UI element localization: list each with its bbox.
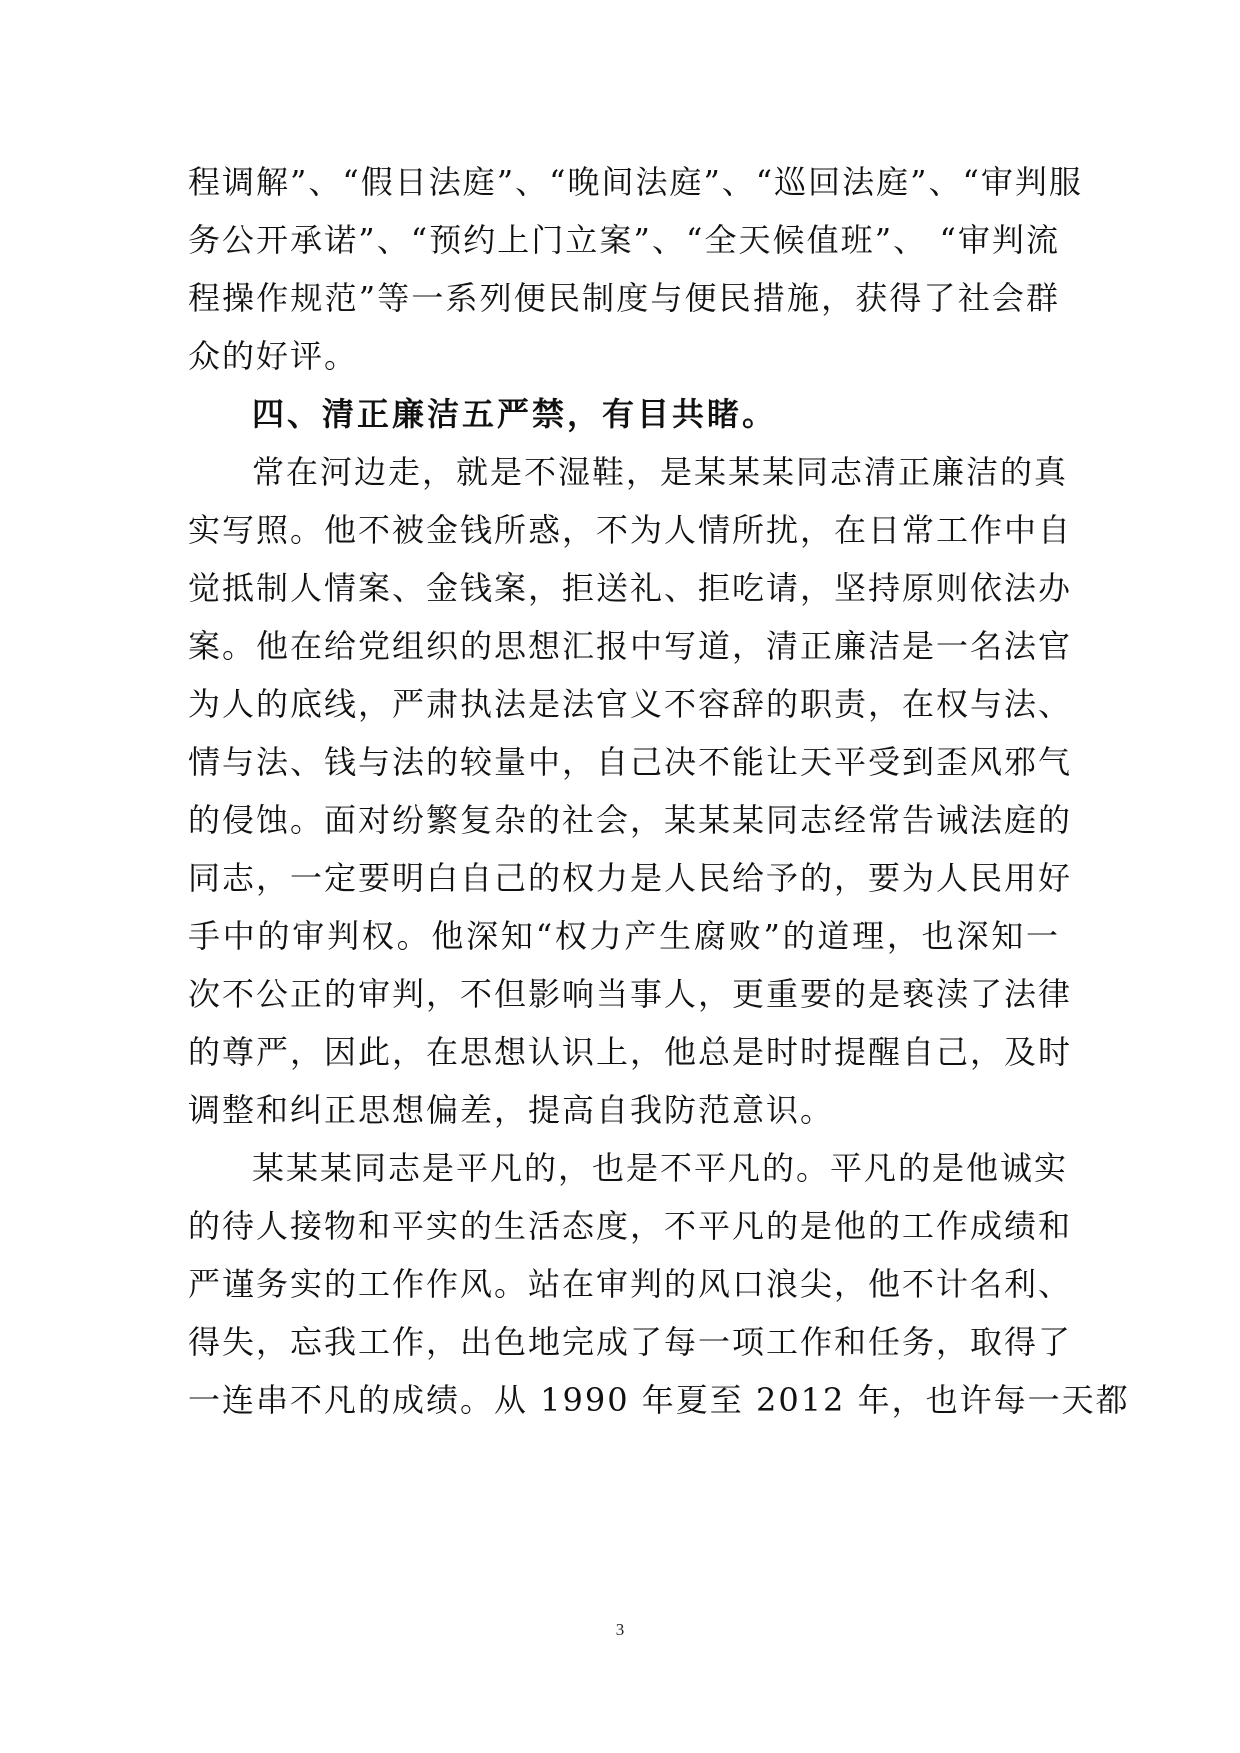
text-line-16: 的尊严，因此，在思想认识上，他总是时时提醒自己，及时 <box>188 1033 1073 1071</box>
text-line-17: 调整和纠正思想偏差，提高自我防范意识。 <box>188 1091 835 1129</box>
text-line-3: 程操作规范”等一系列便民制度与便民措施，获得了社会群 <box>188 279 1060 317</box>
text-line-21: 得失，忘我工作，出色地完成了每一项工作和任务，取得了 <box>188 1323 1073 1361</box>
text-line-1: 程调解”、“假日法庭”、“晚间法庭”、“巡回法庭”、“审判服 <box>188 163 1083 201</box>
text-line-14: 手中的审判权。他深知“权力产生腐败”的道理，也深知一 <box>188 917 1060 955</box>
text-line-10: 为人的底线，严肃执法是法官义不容辞的职责，在权与法、 <box>188 685 1073 723</box>
text-line-20: 严谨务实的工作作风。站在审判的风口浪尖，他不计名利、 <box>188 1265 1073 1303</box>
text-line-4: 众的好评。 <box>188 337 359 375</box>
text-line-2: 务公开承诺”、“预约上门立案”、“全天候值班”、 “审判流 <box>188 221 1060 259</box>
text-line-8: 觉抵制人情案、金钱案，拒送礼、拒吃请，坚持原则依法办 <box>188 569 1073 607</box>
text-line-6: 常在河边走，就是不湿鞋，是某某某同志清正廉洁的真 <box>252 453 1069 491</box>
text-line-18: 某某某同志是平凡的，也是不平凡的。平凡的是他诚实 <box>252 1149 1069 1187</box>
page-number: 3 <box>615 1620 625 1639</box>
text-line-13: 同志，一定要明白自己的权力是人民给予的，要为人民用好 <box>188 859 1073 897</box>
text-line-7: 实写照。他不被金钱所惑，不为人情所扰，在日常工作中自 <box>188 511 1073 549</box>
section-heading: 四、清正廉洁五严禁，有目共睹。 <box>252 395 778 433</box>
text-line-12: 的侵蚀。面对纷繁复杂的社会，某某某同志经常告诫法庭的 <box>188 801 1073 839</box>
text-line-11: 情与法、钱与法的较量中，自己决不能让天平受到歪风邪气 <box>188 743 1073 781</box>
text-line-22: 一连串不凡的成绩。从 1990 年夏至 2012 年，也许每一天都 <box>188 1381 1130 1419</box>
text-line-19: 的待人接物和平实的生活态度，不平凡的是他的工作成绩和 <box>188 1207 1073 1245</box>
text-line-9: 案。他在给党组织的思想汇报中写道，清正廉洁是一名法官 <box>188 627 1073 665</box>
text-line-15: 次不公正的审判，不但影响当事人，更重要的是亵渎了法律 <box>188 975 1073 1013</box>
